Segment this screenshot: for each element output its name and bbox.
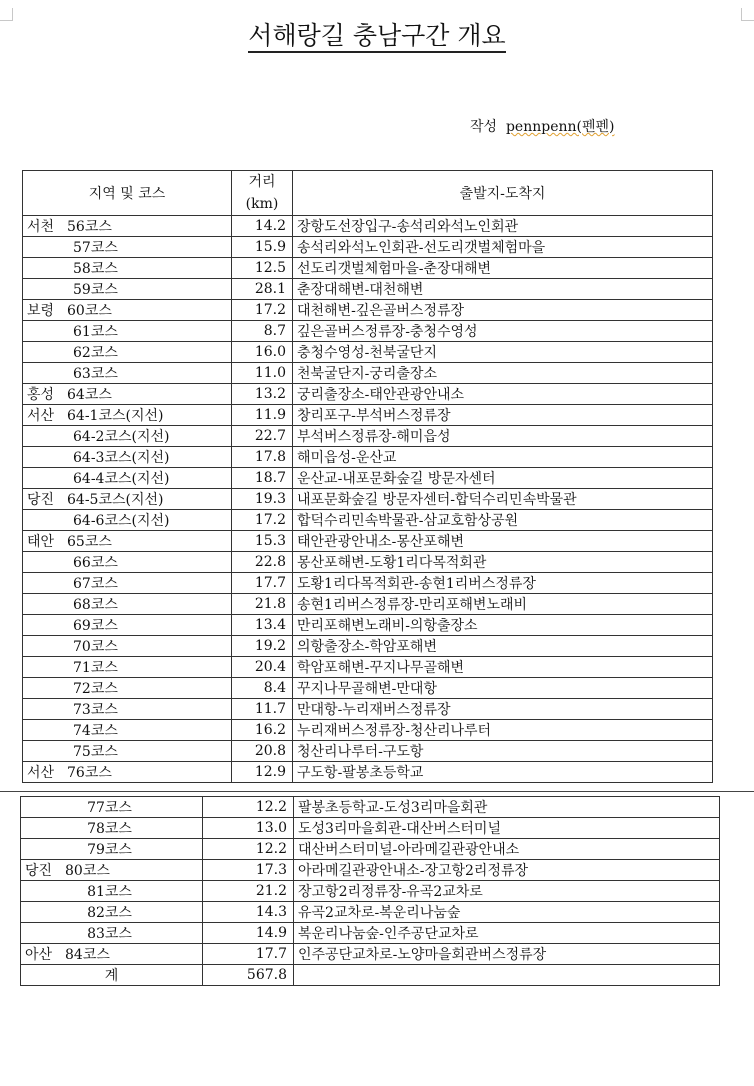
region-course-cell — [21, 860, 203, 881]
route-cell: 내포문화숲길 방문자센터-합덕수리민속박물관 — [293, 489, 713, 510]
course-label: 75코스 — [73, 744, 118, 760]
region-course-cell — [23, 426, 232, 447]
distance-cell: 13.0 — [203, 818, 294, 839]
region-course-cell — [23, 615, 232, 636]
distance-cell: 15.3 — [232, 531, 293, 552]
table-row — [23, 657, 713, 678]
region-course-cell — [21, 944, 203, 965]
route-cell: 만대항-누리재버스정류장 — [293, 699, 713, 720]
region-course-cell — [23, 636, 232, 657]
course-table-page2 — [20, 796, 720, 986]
distance-cell: 19.3 — [232, 489, 293, 510]
table-row — [21, 923, 720, 944]
header-route: 출발지-도착지 — [293, 171, 713, 216]
author-name: pennpenn(펜펜) — [505, 119, 615, 135]
header-region-course: 지역 및 코스 — [23, 171, 232, 216]
table-row — [23, 720, 713, 741]
table-row — [21, 902, 720, 923]
course-label: 80코스 — [65, 863, 110, 879]
course-label: 79코스 — [87, 842, 132, 858]
table-row — [23, 552, 713, 573]
region-course-cell — [23, 300, 232, 321]
region-course-cell — [23, 237, 232, 258]
header-distance — [232, 171, 293, 216]
course-label: 68코스 — [73, 597, 118, 613]
table-row — [23, 447, 713, 468]
region-course-cell — [23, 552, 232, 573]
distance-cell: 12.2 — [203, 839, 294, 860]
region-course-cell — [21, 881, 203, 902]
title-text: 서해랑길 충남구간 개요 — [248, 21, 505, 53]
author-line — [470, 116, 615, 136]
course-label: 67코스 — [73, 576, 118, 592]
route-cell: 학암포해변-꾸지나무골해변 — [293, 657, 713, 678]
route-cell: 복운리나눔숲-인주공단교차로 — [294, 923, 720, 944]
table-row — [23, 762, 713, 783]
route-cell: 구도항-팔봉초등학교 — [293, 762, 713, 783]
region-course-cell — [23, 720, 232, 741]
region-label: 홍성 — [27, 387, 55, 403]
region-label: 태안 — [27, 534, 55, 550]
table-row — [23, 426, 713, 447]
table-row — [23, 741, 713, 762]
header-distance-label: 거리 — [248, 174, 276, 190]
course-label: 81코스 — [87, 884, 132, 900]
course-label: 64-3코스(지선) — [73, 450, 170, 466]
distance-cell: 14.9 — [203, 923, 294, 944]
region-course-cell — [23, 363, 232, 384]
region-course-cell — [23, 531, 232, 552]
table-row — [23, 636, 713, 657]
course-label: 74코스 — [73, 723, 118, 739]
course-label: 64-6코스(지선) — [73, 513, 170, 529]
distance-cell: 28.1 — [232, 279, 293, 300]
table-row — [23, 489, 713, 510]
route-cell: 몽산포해변-도황1리다목적회관 — [293, 552, 713, 573]
region-course-cell — [23, 321, 232, 342]
distance-cell: 22.8 — [232, 552, 293, 573]
course-label: 59코스 — [73, 282, 118, 298]
course-label: 78코스 — [87, 821, 132, 837]
course-label: 56코스 — [67, 219, 112, 235]
table-row — [23, 342, 713, 363]
course-label: 60코스 — [67, 303, 112, 319]
distance-cell: 13.4 — [232, 615, 293, 636]
total-route-cell — [294, 965, 720, 986]
distance-cell: 11.9 — [232, 405, 293, 426]
distance-cell: 12.2 — [203, 797, 294, 818]
route-cell: 대천해변-깊은골버스정류장 — [293, 300, 713, 321]
region-course-cell — [21, 923, 203, 944]
distance-cell: 13.2 — [232, 384, 293, 405]
route-cell: 장고항2리정류장-유곡2교차로 — [294, 881, 720, 902]
route-cell: 도황1리다목적회관-송현1리버스정류장 — [293, 573, 713, 594]
table-row — [23, 321, 713, 342]
course-label: 69코스 — [73, 618, 118, 634]
course-label: 63코스 — [73, 366, 118, 382]
route-cell: 도성3리마을회관-대산버스터미널 — [294, 818, 720, 839]
distance-cell: 17.2 — [232, 510, 293, 531]
course-label: 64코스 — [67, 387, 112, 403]
distance-cell: 17.7 — [203, 944, 294, 965]
route-cell: 춘장대해변-대천해변 — [293, 279, 713, 300]
region-label: 서산 — [27, 765, 55, 781]
table-row — [21, 860, 720, 881]
region-course-cell — [23, 468, 232, 489]
route-cell: 의항출장소-학암포해변 — [293, 636, 713, 657]
region-course-cell — [21, 839, 203, 860]
route-cell: 송현1리버스정류장-만리포해변노래비 — [293, 594, 713, 615]
table-row — [23, 237, 713, 258]
course-label: 61코스 — [73, 324, 118, 340]
course-label: 71코스 — [73, 660, 118, 676]
region-course-cell — [23, 447, 232, 468]
table-row — [23, 615, 713, 636]
route-cell: 운산교-내포문화숲길 방문자센터 — [293, 468, 713, 489]
course-label: 76코스 — [67, 765, 112, 781]
route-cell: 선도리갯벌체험마을-춘장대해변 — [293, 258, 713, 279]
region-course-cell — [23, 384, 232, 405]
region-course-cell — [23, 741, 232, 762]
table-row — [23, 300, 713, 321]
distance-cell: 18.7 — [232, 468, 293, 489]
course-label: 73코스 — [73, 702, 118, 718]
distance-cell: 12.5 — [232, 258, 293, 279]
route-cell: 해미읍성-운산교 — [293, 447, 713, 468]
distance-cell: 17.7 — [232, 573, 293, 594]
region-course-cell — [23, 510, 232, 531]
region-course-cell — [23, 489, 232, 510]
distance-cell: 21.8 — [232, 594, 293, 615]
route-cell: 아라메길관광안내소-장고항2리정류장 — [294, 860, 720, 881]
header-distance-unit: (km) — [245, 196, 279, 212]
distance-cell: 16.0 — [232, 342, 293, 363]
route-cell: 꾸지나무골해변-만대항 — [293, 678, 713, 699]
total-label: 계 — [21, 965, 203, 986]
route-cell: 충청수영성-천북굴단지 — [293, 342, 713, 363]
table-row — [23, 279, 713, 300]
distance-cell: 11.0 — [232, 363, 293, 384]
region-course-cell — [23, 573, 232, 594]
distance-cell: 17.3 — [203, 860, 294, 881]
distance-cell: 16.2 — [232, 720, 293, 741]
distance-cell: 14.3 — [203, 902, 294, 923]
course-label: 72코스 — [73, 681, 118, 697]
distance-cell: 20.8 — [232, 741, 293, 762]
region-course-cell — [21, 902, 203, 923]
table-row — [23, 531, 713, 552]
region-course-cell — [23, 405, 232, 426]
route-cell: 장항도선장입구-송석리와석노인회관 — [293, 216, 713, 237]
distance-cell: 12.9 — [232, 762, 293, 783]
route-cell: 만리포해변노래비-의항출장소 — [293, 615, 713, 636]
route-cell: 누리재버스정류장-청산리나루터 — [293, 720, 713, 741]
region-label: 서산 — [27, 408, 55, 424]
table-row — [21, 818, 720, 839]
table-row — [23, 216, 713, 237]
distance-cell: 20.4 — [232, 657, 293, 678]
region-label: 서천 — [27, 219, 55, 235]
table-row — [23, 594, 713, 615]
route-cell: 천북굴단지-궁리출장소 — [293, 363, 713, 384]
route-cell: 팔봉초등학교-도성3리마을회관 — [294, 797, 720, 818]
route-cell: 합덕수리민속박물관-삼교호함상공원 — [293, 510, 713, 531]
table-header-row — [23, 171, 713, 216]
route-cell: 궁리출장소-태안관광안내소 — [293, 384, 713, 405]
course-table-page1 — [22, 170, 713, 783]
region-course-cell — [23, 657, 232, 678]
table-row — [21, 797, 720, 818]
table-row — [23, 678, 713, 699]
total-distance: 567.8 — [203, 965, 294, 986]
table-row — [21, 839, 720, 860]
region-course-cell — [23, 594, 232, 615]
route-cell: 깊은골버스정류장-충청수영성 — [293, 321, 713, 342]
region-course-cell — [23, 678, 232, 699]
course-label: 70코스 — [73, 639, 118, 655]
table-row — [23, 363, 713, 384]
table-row — [23, 699, 713, 720]
distance-cell: 15.9 — [232, 237, 293, 258]
total-row — [21, 965, 720, 986]
page-break-line — [0, 791, 754, 792]
course-label: 65코스 — [67, 534, 112, 550]
region-label: 당진 — [27, 492, 55, 508]
distance-cell: 21.2 — [203, 881, 294, 902]
route-cell: 청산리나루터-구도항 — [293, 741, 713, 762]
distance-cell: 17.2 — [232, 300, 293, 321]
distance-cell: 22.7 — [232, 426, 293, 447]
table-row — [23, 510, 713, 531]
course-label: 64-1코스(지선) — [67, 408, 164, 424]
region-course-cell — [23, 216, 232, 237]
route-cell: 대산버스터미널-아라메길관광안내소 — [294, 839, 720, 860]
course-label: 64-2코스(지선) — [73, 429, 170, 445]
course-label: 57코스 — [73, 240, 118, 256]
route-cell: 유곡2교차로-복운리나눔숲 — [294, 902, 720, 923]
route-cell: 인주공단교차로-노양마을회관버스정류장 — [294, 944, 720, 965]
distance-cell: 19.2 — [232, 636, 293, 657]
region-course-cell — [21, 797, 203, 818]
table-row — [23, 258, 713, 279]
author-label: 작성 — [470, 119, 498, 135]
distance-cell: 11.7 — [232, 699, 293, 720]
table-row — [21, 881, 720, 902]
region-course-cell — [21, 818, 203, 839]
region-label: 아산 — [25, 947, 53, 963]
course-label: 66코스 — [73, 555, 118, 571]
region-course-cell — [23, 699, 232, 720]
region-course-cell — [23, 762, 232, 783]
route-cell: 창리포구-부석버스정류장 — [293, 405, 713, 426]
route-cell: 태안관광안내소-몽산포해변 — [293, 531, 713, 552]
route-cell: 부석버스정류장-해미읍성 — [293, 426, 713, 447]
course-label: 84코스 — [65, 947, 110, 963]
course-label: 64-5코스(지선) — [67, 492, 164, 508]
table-row — [21, 944, 720, 965]
distance-cell: 17.8 — [232, 447, 293, 468]
course-label: 82코스 — [87, 905, 132, 921]
course-label: 58코스 — [73, 261, 118, 277]
region-course-cell — [23, 279, 232, 300]
region-course-cell — [23, 342, 232, 363]
course-label: 64-4코스(지선) — [73, 471, 170, 487]
table-row — [23, 573, 713, 594]
course-label: 83코스 — [87, 926, 132, 942]
distance-cell: 14.2 — [232, 216, 293, 237]
course-label: 77코스 — [87, 800, 132, 816]
table-row — [23, 468, 713, 489]
table-row — [23, 384, 713, 405]
distance-cell: 8.4 — [232, 678, 293, 699]
table-row — [23, 405, 713, 426]
route-cell: 송석리와석노인회관-선도리갯벌체험마을 — [293, 237, 713, 258]
region-label: 보령 — [27, 303, 55, 319]
document-title — [0, 16, 754, 52]
distance-cell: 8.7 — [232, 321, 293, 342]
region-label: 당진 — [25, 863, 53, 879]
course-label: 62코스 — [73, 345, 118, 361]
region-course-cell — [23, 258, 232, 279]
